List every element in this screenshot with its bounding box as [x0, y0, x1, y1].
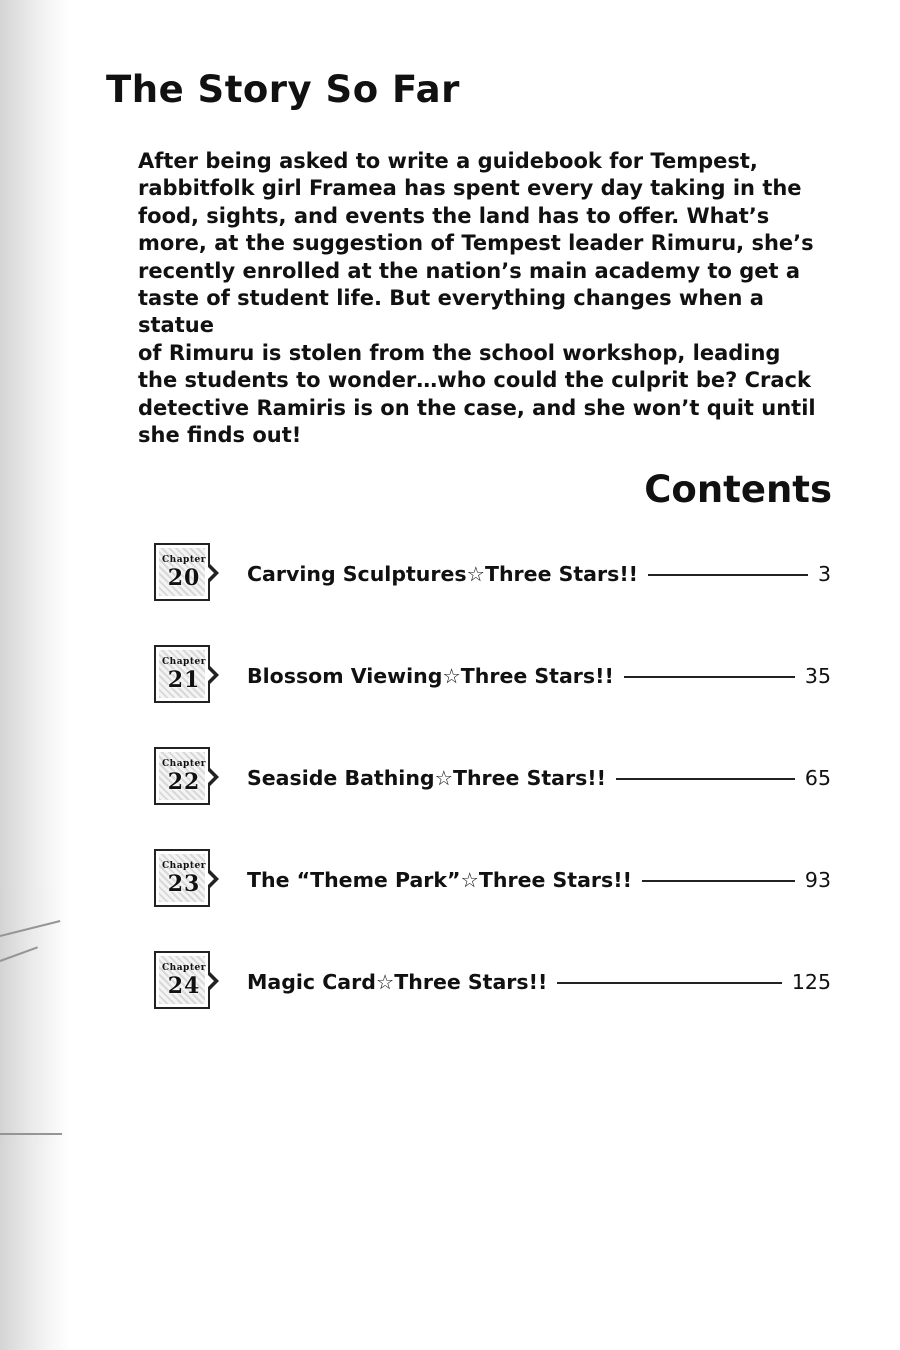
chapter-badge	[154, 849, 210, 907]
badge-arrow-icon	[210, 972, 219, 990]
chapter-number: 23	[167, 871, 201, 897]
toc-entry-chapter-20[interactable]	[154, 543, 831, 605]
chapter-badge	[154, 951, 210, 1009]
toc-entry-chapter-22[interactable]	[154, 747, 831, 809]
chapter-number: 21	[167, 667, 201, 693]
story-title: The Story So Far	[106, 68, 460, 111]
chapter-title: Seaside Bathing☆Three Stars!!	[247, 766, 607, 790]
toc-entry-chapter-24[interactable]	[154, 951, 831, 1013]
page-number: 93	[804, 868, 831, 892]
chapter-title: Blossom Viewing☆Three Stars!!	[247, 664, 614, 688]
chapter-label: Chapter	[162, 657, 206, 667]
art-stroke	[0, 920, 60, 937]
chapter-badge	[154, 543, 210, 601]
badge-arrow-icon	[210, 768, 219, 786]
chapter-label: Chapter	[162, 555, 206, 565]
art-stroke	[0, 946, 38, 962]
page-number: 65	[804, 766, 831, 790]
leader-line	[616, 778, 795, 780]
chapter-number: 22	[167, 769, 201, 795]
leader-line	[557, 982, 782, 984]
badge-arrow-icon	[210, 564, 219, 582]
chapter-label: Chapter	[162, 963, 206, 973]
chapter-label: Chapter	[162, 759, 206, 769]
page-number: 3	[817, 562, 831, 586]
chapter-title: Carving Sculptures☆Three Stars!!	[247, 562, 639, 586]
chapter-title: The “Theme Park”☆Three Stars!!	[247, 868, 632, 892]
page-number: 35	[804, 664, 831, 688]
page-edge-artwork	[0, 0, 70, 1350]
toc-entry-chapter-23[interactable]	[154, 849, 831, 911]
story-summary: After being asked to write a guidebook for Tempest, rabbitfolk girl Framea has spent every day taking in the food, sights, and events the land has to offer. What’s more, at the suggestion of Tempest leader Rimuru, she’s recently enrolled at the nation’s main academy to get a taste of student life. But everything changes when a statue of Rimuru is stolen from the school workshop, leading the students to wonder…who could the culprit be? Crack detective Ramiris is on the case, and she won’t quit until she finds out!	[138, 149, 816, 448]
badge-arrow-icon	[210, 870, 219, 888]
toc-entry-chapter-21[interactable]	[154, 645, 831, 707]
chapter-badge	[154, 747, 210, 805]
art-stroke	[0, 1133, 62, 1135]
page-number: 125	[791, 970, 831, 994]
contents-title: Contents	[644, 468, 832, 511]
leader-line	[624, 676, 795, 678]
chapter-badge	[154, 645, 210, 703]
chapter-number: 20	[167, 565, 201, 591]
chapter-label: Chapter	[162, 861, 206, 871]
leader-line	[648, 574, 808, 576]
chapter-title: Magic Card☆Three Stars!!	[247, 970, 548, 994]
badge-arrow-icon	[210, 666, 219, 684]
leader-line	[642, 880, 795, 882]
chapter-number: 24	[167, 973, 201, 999]
